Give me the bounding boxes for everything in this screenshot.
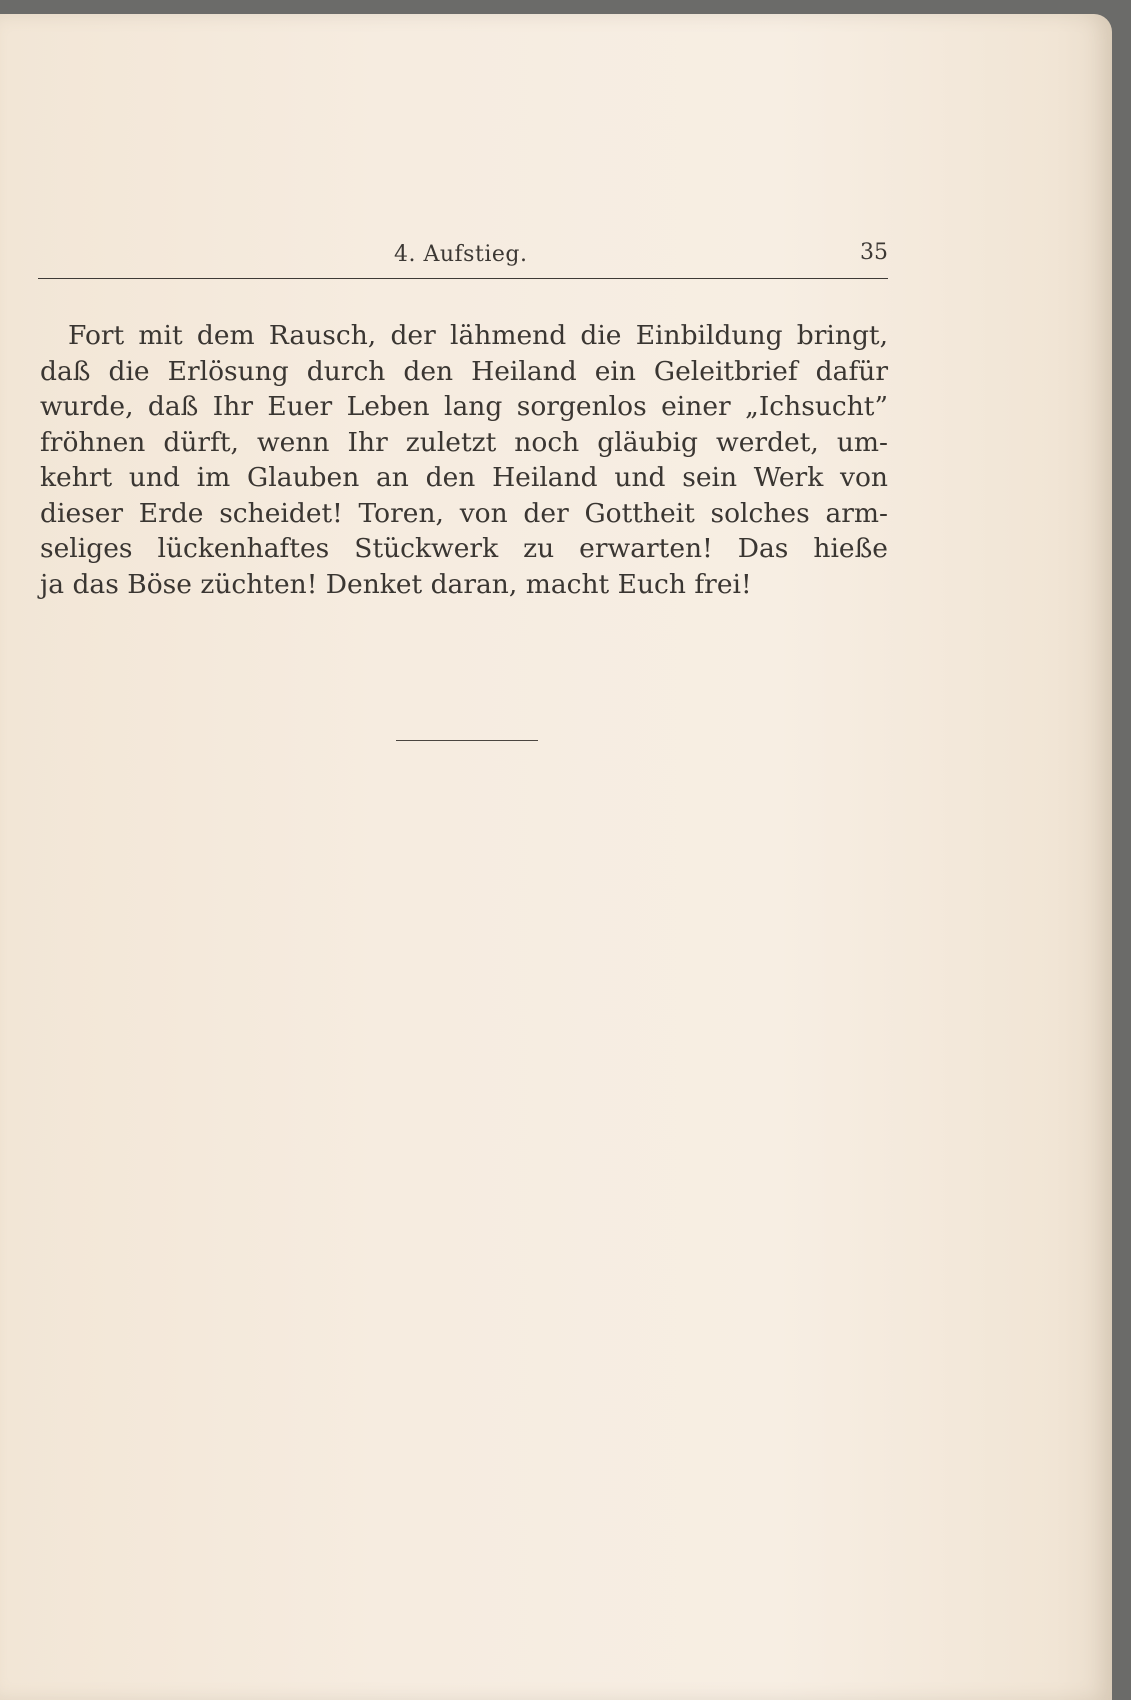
text-line: Fort mit dem Rausch, der lähmend die Einbildung bringt, — [68, 320, 888, 351]
running-head — [38, 238, 888, 279]
chapter-title: 4. Aufstieg. — [394, 242, 528, 267]
page-number: 35 — [860, 240, 888, 265]
text-line: ja das Böse züchten! Denket daran, macht Euch frei! — [40, 568, 752, 600]
book-page — [0, 14, 1112, 1700]
section-end-rule — [396, 740, 538, 741]
text-line: fröhnen dürft, wenn Ihr zuletzt noch gläubig werdet, um- — [40, 426, 888, 458]
body-paragraph — [40, 318, 888, 602]
text-line: seliges lückenhaftes Stückwerk zu erwarten! Das hieße — [40, 533, 888, 564]
text-line: kehrt und im Glauben an den Heiland und sein Werk von — [40, 462, 888, 493]
text-line: daß die Erlösung durch den Heiland ein Geleitbrief dafür — [40, 355, 888, 387]
text-line: wurde, daß Ihr Euer Leben lang sorgenlos einer „Ichsucht” — [40, 391, 888, 422]
text-line: dieser Erde scheidet! Toren, von der Gottheit solches arm- — [40, 497, 888, 529]
